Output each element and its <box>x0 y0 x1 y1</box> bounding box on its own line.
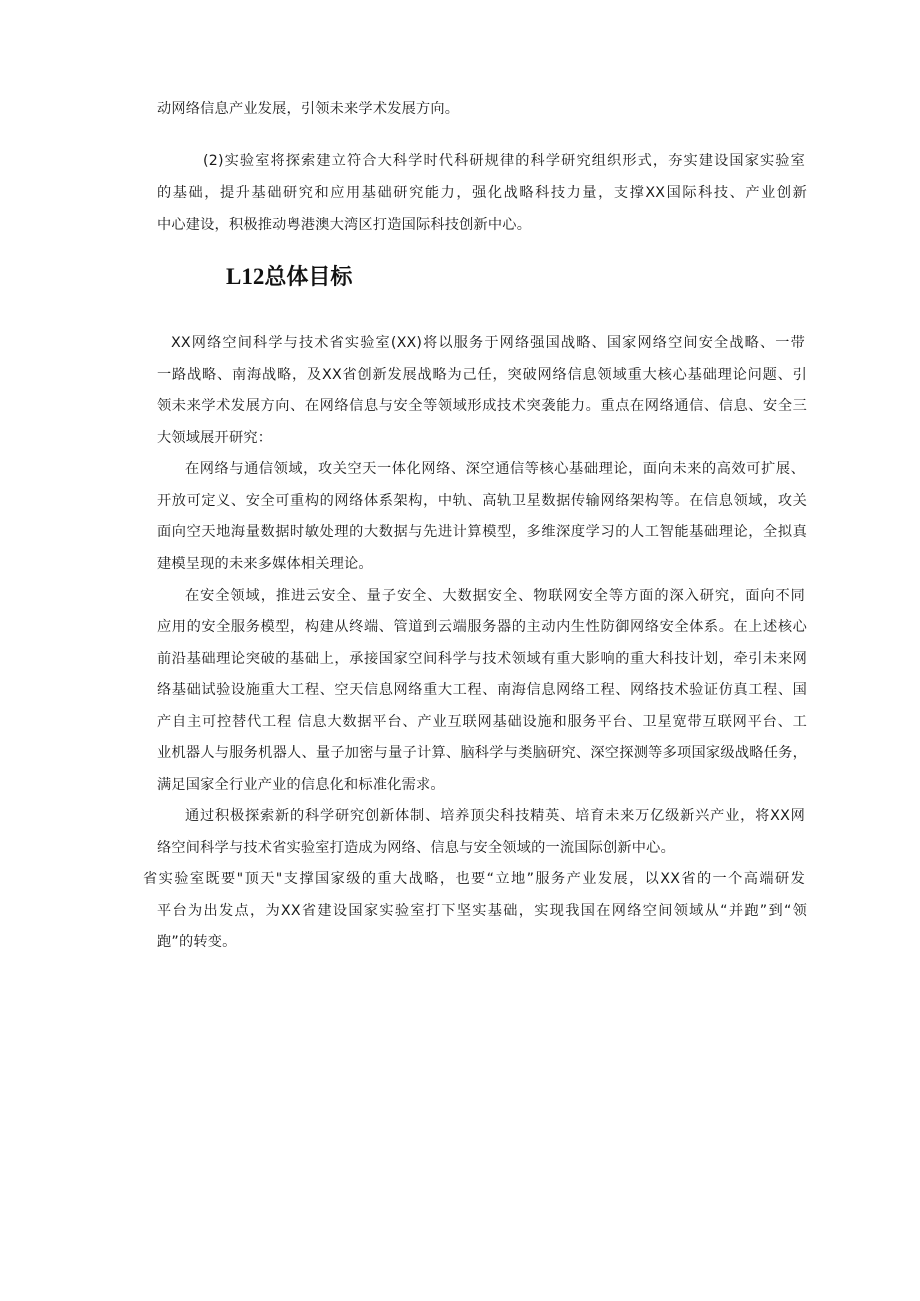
p5-line-1: 省实验室既要"顶天"支撑国家级的重大战略，也要“立地”服务产业发展，以XX省的一个高端研发 <box>143 871 805 887</box>
section-title: 总体目标 <box>264 265 353 290</box>
p2-line-1: 在网络与通信领域，攻关空天一体化网络、深空通信等核心基础理论，面向未来的高效可扩展、 <box>185 461 805 477</box>
p3-line-6: 业机器人与服务机器人、量子加密与量子计算、脑科学与类脑研究、深空探测等多项国家级战略任务， <box>157 745 807 761</box>
p1-line-1: XX网络空间科学与技术省实验室(XX)将以服务于网络强国战略、国家网络空间安全战略、一带 <box>171 335 805 351</box>
p4-line-2: 络空间科学与技术省实验室打造成为网络、信息与安全领域的一流国际创新中心。 <box>157 840 675 856</box>
p5-line-2: 平台为出发点，为XX省建设国家实验室打下坚实基础，实现我国在网络空间领域从“并跑”到“领 <box>157 903 807 919</box>
p4-line-1: 通过积极探索新的科学研究创新体制、培养顶尖科技精英、培育未来万亿级新兴产业，将XX网 <box>185 808 805 824</box>
p3-line-5: 产自主可控替代工程 信息大数据平台、产业互联网基础设施和服务平台、卫星宽带互联网平台、工 <box>157 714 807 730</box>
p3-line-7: 满足国家全行业产业的信息化和标准化需求。 <box>157 777 445 793</box>
intro-line: 动网络信息产业发展，引领未来学术发展方向。 <box>157 101 460 117</box>
p2-line-2: 开放可定义、安全可重构的网络体系架构，中轨、高轨卫星数据传输网络架构等。在信息领域，攻关 <box>157 493 807 509</box>
p2-line-3: 面向空天地海量数据时敏处理的大数据与先进计算模型，多维深度学习的人工智能基础理论，全拟真 <box>157 524 807 540</box>
p3-line-2: 应用的安全服务模型，构建从终端、管道到云端服务器的主动内生性防御网络安全体系。在上述核心 <box>157 619 807 635</box>
point2-line-3: 中心建设，积极推动粤港澳大湾区打造国际科技创新中心。 <box>157 217 532 233</box>
p1-line-3: 领未来学术发展方向、在网络信息与安全等领域形成技术突袭能力。重点在网络通信、信息、安全三 <box>157 398 807 414</box>
p3-line-1: 在安全领域，推进云安全、量子安全、大数据安全、物联网安全等方面的深入研究，面向不同 <box>185 588 805 604</box>
point2-line-1: (2)实验室将探索建立符合大科学时代科研规律的科学研究组织形式，夯实建设国家实验室 <box>203 153 805 169</box>
point2-line-2: 的基础，提升基础研究和应用基础研究能力，强化战略科技力量，支撑XX国际科技、产业创新 <box>157 185 807 201</box>
section-heading <box>226 262 352 293</box>
p3-line-4: 络基础试验设施重大工程、空天信息网络重大工程、南海信息网络工程、网络技术验证仿真工程、国 <box>157 682 807 698</box>
p2-line-4: 建模呈现的未来多媒体相关理论。 <box>157 556 373 572</box>
p1-line-4: 大领域展开研究： <box>157 430 273 446</box>
p1-line-2: 一路战略、南海战略，及XX省创新发展战略为己任，突破网络信息领域重大核心基础理论问题、引 <box>157 367 807 383</box>
section-number: L12 <box>226 264 265 289</box>
p5-line-3: 跑”的转变。 <box>157 934 237 950</box>
p3-line-3: 前沿基础理论突破的基础上，承接国家空间科学与技术领域有重大影响的重大科技计划，牵引未来网 <box>157 651 807 667</box>
